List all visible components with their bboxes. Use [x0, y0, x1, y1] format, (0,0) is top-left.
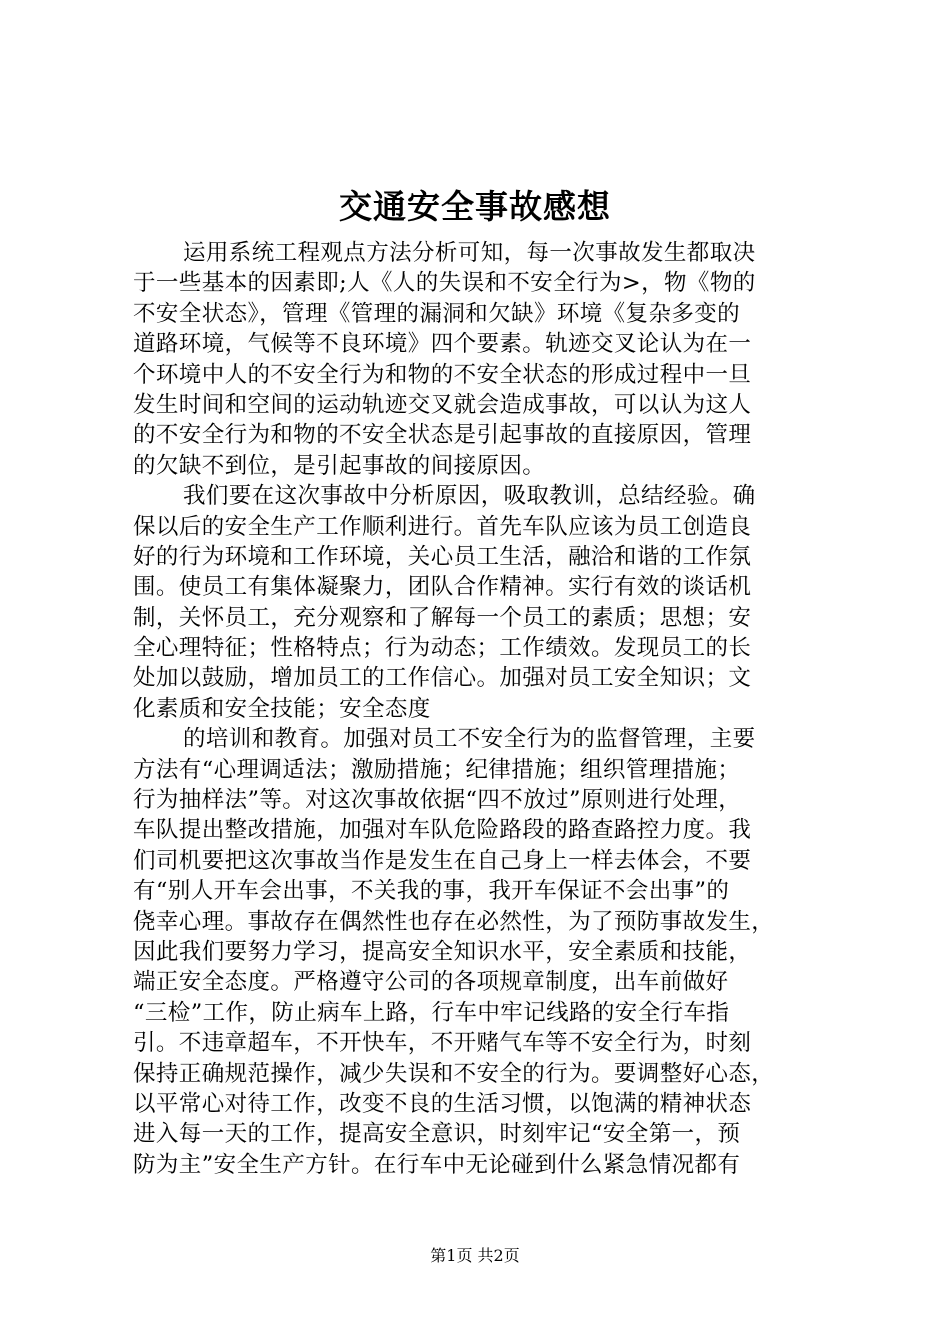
text-line: “三检”工作，防止病车上路，行车中牢记线路的安全行车指 — [133, 999, 730, 1026]
page-footer: 第1页 共2页 — [430, 1246, 520, 1265]
text-line: 全心理特征；性格特点；行为动态；工作绩效。发现员工的长 — [133, 635, 752, 662]
text-line: 于一些基本的因素即;人《人的失误和不安全行为>，物《物的 — [133, 270, 756, 297]
text-line: 我们要在这次事故中分析原因，吸取教训，总结经验。确 — [183, 483, 756, 510]
text-line: 的不安全行为和物的不安全状态是引起事故的直接原因，管理 — [133, 422, 752, 449]
text-line: 进入每一天的工作，提高安全意识，时刻牢记“安全第一，预 — [133, 1121, 741, 1148]
text-line: 行为抽样法”等。对这次事故依据“四不放过”原则进行处理， — [133, 787, 742, 814]
text-line: 围。使员工有集体凝聚力，团队合作精神。实行有效的谈话机 — [133, 574, 752, 601]
text-line: 车队提出整改措施，加强对车队危险路段的路查路控力度。我 — [133, 817, 752, 844]
text-line: 化素质和安全技能；安全态度 — [133, 695, 431, 722]
text-line: 方法有“心理调适法；激励措施；纪律措施；组织管理措施； — [133, 756, 741, 783]
text-line: 们司机要把这次事故当作是发生在自己身上一样去体会，不要 — [133, 847, 752, 874]
text-line: 制，关怀员工，充分观察和了解每一个员工的素质；思想；安 — [133, 604, 752, 631]
text-line: 保持正确规范操作，减少失误和不安全的行为。要调整好心态， — [133, 1060, 775, 1087]
text-line: 道路环境，气候等不良环境》四个要素。轨迹交叉论认为在一 — [133, 331, 752, 358]
text-line: 以平常心对待工作，改变不良的生活习惯，以饱满的精神状态 — [133, 1090, 752, 1117]
text-line: 端正安全态度。严格遵守公司的各项规章制度，出车前做好 — [133, 969, 729, 996]
text-line: 引。不违章超车，不开快车，不开赌气车等不安全行为，时刻 — [133, 1030, 752, 1057]
text-line: 侥幸心理。事故存在偶然性也存在必然性，为了预防事故发生， — [133, 908, 775, 935]
text-line: 好的行为环境和工作环境，关心员工生活，融洽和谐的工作氛 — [133, 543, 752, 570]
text-line: 发生时间和空间的运动轨迹交叉就会造成事故，可以认为这人 — [133, 391, 752, 418]
text-line: 有“别人开车会出事，不关我的事，我开车保证不会出事”的 — [133, 878, 730, 905]
text-line: 处加以鼓励，增加员工的工作信心。加强对员工安全知识；文 — [133, 665, 752, 692]
text-line: 防为主”安全生产方针。在行车中无论碰到什么紧急情况都有 — [133, 1151, 741, 1178]
text-line: 不安全状态》，管理《管理的漏洞和欠缺》环境《复杂多变的 — [133, 300, 741, 327]
document-body — [133, 238, 833, 1180]
text-line: 的培训和教育。加强对员工不安全行为的监督管理，主要 — [183, 726, 756, 753]
text-line: 因此我们要努力学习，提高安全知识水平，安全素质和技能， — [133, 938, 752, 965]
text-line: 的欠缺不到位，是引起事故的间接原因。 — [133, 452, 546, 479]
text-line: 运用系统工程观点方法分析可知，每一次事故发生都取决 — [183, 240, 756, 266]
page-title: 交通安全事故感想 — [339, 187, 611, 226]
text-line: 保以后的安全生产工作顺利进行。首先车队应该为员工创造良 — [133, 513, 752, 540]
text-line: 个环境中人的不安全行为和物的不安全状态的形成过程中一旦 — [133, 361, 752, 388]
